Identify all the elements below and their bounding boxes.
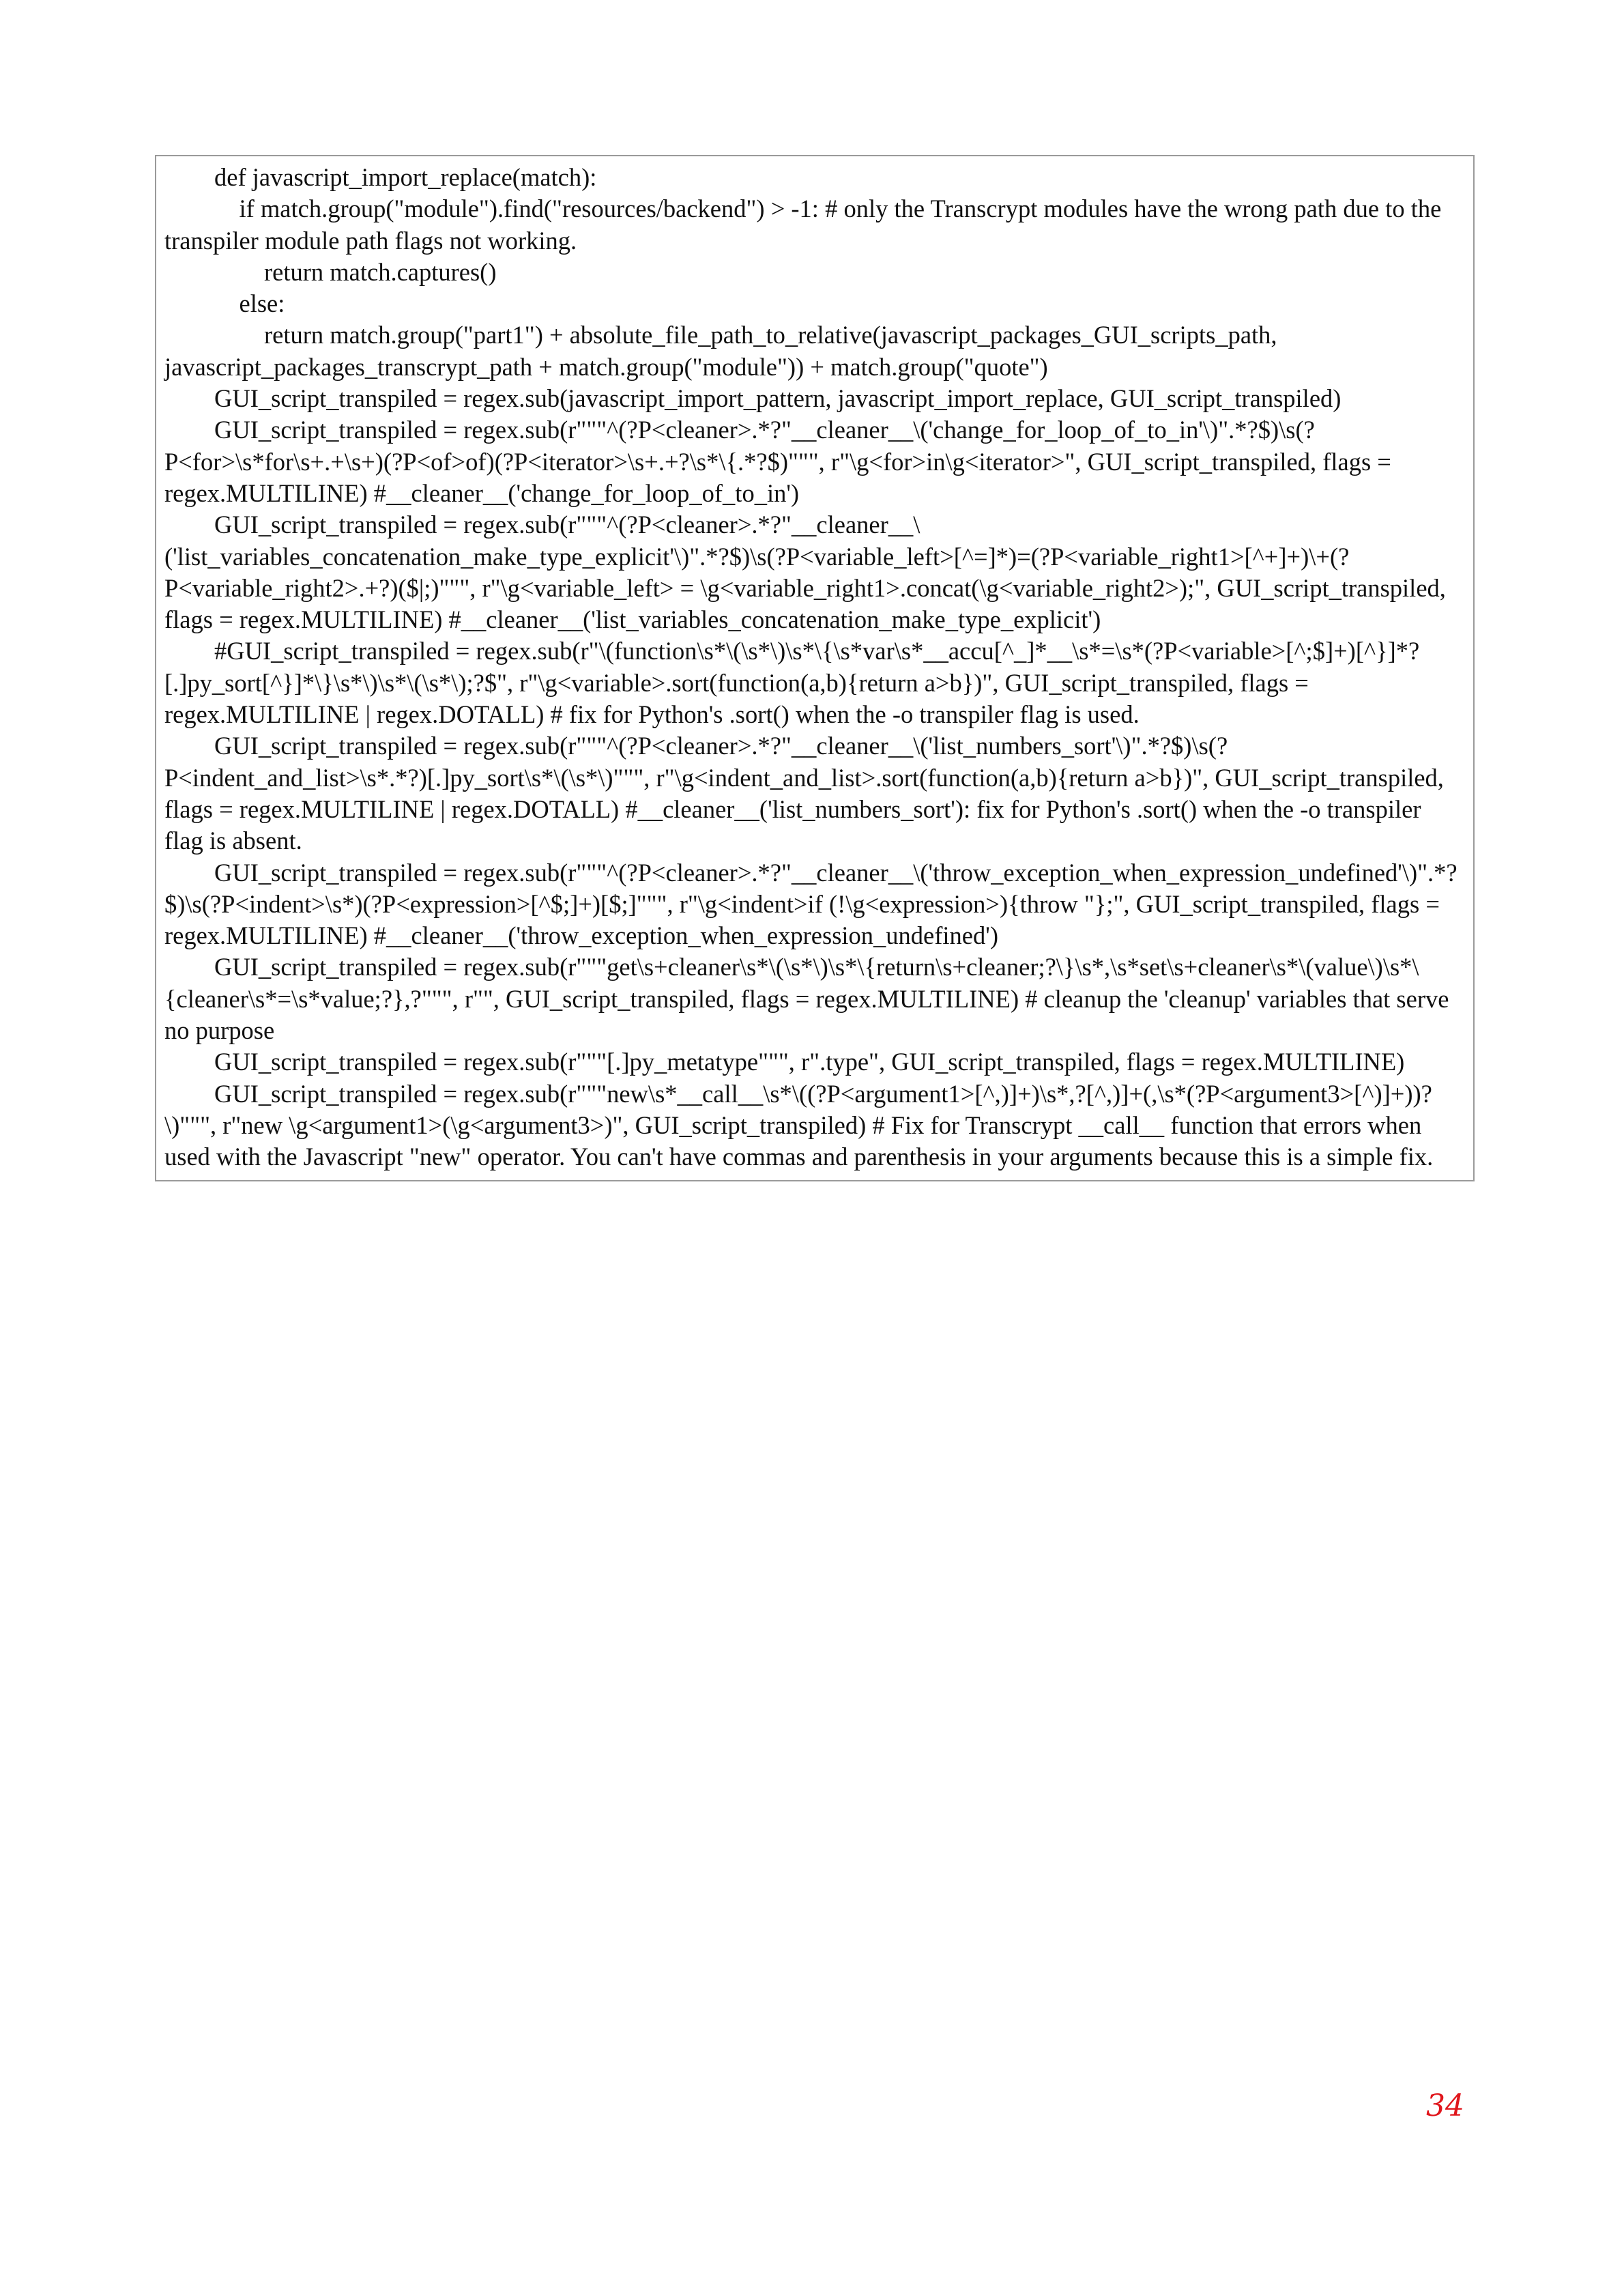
- code-line: GUI_script_transpiled = regex.sub(r"""^(?P<cleaner>.*?"__cleaner__\('list_numbers_sort'\)".*?$)\s(?P<indent_and_list>\s*.*?)[.]py_sort\s*\(\s*\)""", r"\g<indent_and_list>.sort(function(a,b){return a>b})", GUI_script_transpiled, flags = regex.MULTILINE | regex.DOTALL) #__cleaner__('list_numbers_sort'): fix for Python's .sort() when the -o transpiler flag is absent.: [164, 732, 1451, 855]
- page-number: 34: [1426, 2089, 1464, 2123]
- code-line: else:: [164, 289, 285, 318]
- code-line: GUI_script_transpiled = regex.sub(r"""^(?P<cleaner>.*?"__cleaner__\('list_variables_concatenation_make_type_explicit'\)".*?$)\s(?P<variable_left>[^=]*)=(?P<variable_right1>[^+]+)\+(?P<variable_right2>.+?)($|;)""", r"\g<variable_left> = \g<variable_right1>.concat(\g<variable_right2>);", GUI_script_transpiled, flags = regex.MULTILINE) #__cleaner__('list_variables_concatenation_make_type_explicit'): [164, 511, 1453, 634]
- code-line: #GUI_script_transpiled = regex.sub(r"\(function\s*\(\s*\)\s*\{\s*var\s*__accu[^_]*__\s*=\s*(?P<variable>[^;$]+)[^}]*?[.]py_sort[^}]*\}\s*\)\s*\(\s*\);?$", r"\g<variable>.sort(function(a,b){return a>b})", GUI_script_transpiled, flags = regex.MULTILINE | regex.DOTALL) # fix for Python's .sort() when the -o transpiler flag is used.: [164, 637, 1420, 729]
- code-line: if match.group("module").find("resources/backend") > -1: # only the Transcrypt modules have the wrong path due to the transpiler module path flags not working.: [164, 195, 1448, 255]
- code-line: GUI_script_transpiled = regex.sub(r"""^(?P<cleaner>.*?"__cleaner__\('throw_exception_when_expression_undefined'\)".*?$)\s(?P<indent>\s*)(?P<expression>[^$;]+)[$;]""", r"\g<indent>if (!\g<expression>){throw "};", GUI_script_transpiled, flags = regex.MULTILINE) #__cleaner__('throw_exception_when_expression_undefined'): [164, 858, 1458, 950]
- code-line: def javascript_import_replace(match):: [164, 163, 597, 191]
- code-line: return match.captures(): [164, 257, 497, 286]
- code-line: GUI_script_transpiled = regex.sub(r"""[.]py_metatype""", r".type", GUI_script_transpiled, flags = regex.MULTILINE): [164, 1048, 1405, 1076]
- code-line: GUI_script_transpiled = regex.sub(javascript_import_pattern, javascript_import_replace, GUI_script_transpiled): [164, 384, 1342, 413]
- code-line: return match.group("part1") + absolute_file_path_to_relative(javascript_packages_GUI_scripts_path, javascript_packages_transcrypt_path + match.group("module")) + match.group("quote"): [164, 321, 1284, 381]
- code-line: GUI_script_transpiled = regex.sub(r"""^(?P<cleaner>.*?"__cleaner__\('change_for_loop_of_to_in'\)".*?$)\s(?P<for>\s*for\s+.+\s+)(?P<of>of)(?P<iterator>\s+.+?\s*\{.*?$)""", r"\g<for>in\g<iterator>", GUI_script_transpiled, flags = regex.MULTILINE) #__cleaner__('change_for_loop_of_to_in'): [164, 416, 1398, 507]
- code-listing-box: [155, 155, 1475, 1181]
- code-line: GUI_script_transpiled = regex.sub(r"""get\s+cleaner\s*\(\s*\)\s*\{return\s+cleaner;?\}\s*,\s*set\s+cleaner\s*\(value\)\s*\{cleaner\s*=\s*value;?},?""", r"", GUI_script_transpiled, flags = regex.MULTILINE) # cleanup the 'cleanup' variables that serve no purpose: [164, 953, 1455, 1045]
- code-line: GUI_script_transpiled = regex.sub(r"""new\s*__call__\s*\((?P<argument1>[^,)]+)\s*,?[^,)]+(,\s*(?P<argument3>[^)]+))?\)""", r"new \g<argument1>(\g<argument3>)", GUI_script_transpiled) # Fix for Transcrypt __call__ function that errors when used with the Javascript "new" operator. You can't have commas and parenthesis in your arguments because this is a simple fix.: [164, 1079, 1434, 1171]
